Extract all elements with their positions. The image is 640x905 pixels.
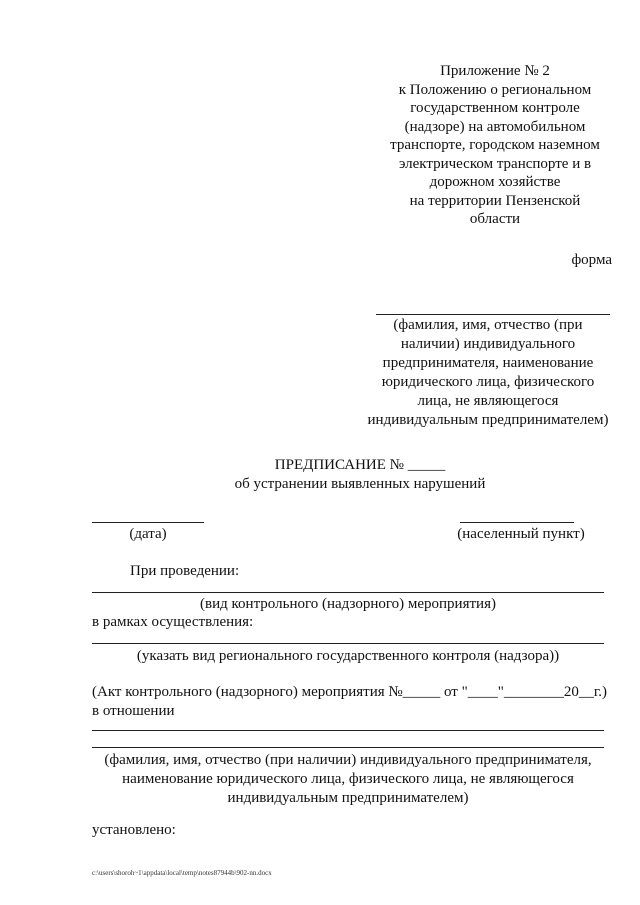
- annex-line: транспорте, городском наземном: [390, 137, 600, 153]
- annex-line: электрическом транспорте и в: [398, 155, 592, 172]
- addressee-caption-line: предпринимателя, наименование: [382, 355, 594, 371]
- annex-line: Приложение № 2: [440, 63, 550, 79]
- annex-line: дорожном хозяйстве: [429, 174, 561, 190]
- addressee-caption-line: лица, не являющегося: [417, 393, 559, 409]
- annex-line: государственном контроле: [410, 100, 580, 116]
- place-underline: [460, 522, 574, 523]
- control-type-underline: [92, 643, 604, 644]
- annex-line: к Положению о региональном: [398, 81, 592, 98]
- date-underline: [92, 522, 204, 523]
- file-path-footer: c:\users\shoroh~1\appdata\local\temp\notes87944b\902-nn.docx: [92, 869, 272, 877]
- subject-caption-line: (фамилия, имя, отчество (при наличии) индивидуального предпринимателя,: [104, 752, 592, 768]
- annex-header: [380, 62, 610, 229]
- date-caption: (дата): [129, 526, 167, 542]
- subject-caption-line: индивидуальным предпринимателем): [227, 790, 469, 806]
- established-label: установлено:: [92, 822, 176, 838]
- addressee-caption-line: юридического лица, физического: [381, 374, 595, 390]
- event-type-caption: (вид контрольного (надзорного) мероприятия): [200, 596, 496, 612]
- subject-underline-2: [92, 747, 604, 748]
- subject-caption: [92, 751, 604, 808]
- addressee-caption-line: наличии) индивидуального: [400, 336, 576, 352]
- framework-label: в рамках осуществления:: [92, 614, 254, 630]
- control-type-caption: (указать вид регионального государственного контроля (надзора)): [136, 648, 560, 664]
- annex-line: области: [469, 211, 521, 227]
- act-line: (Акт контрольного (надзорного) мероприятия №_____ от "____"________20__г.): [92, 684, 608, 700]
- event-type-underline: [92, 592, 604, 593]
- subject-caption-line: наименование юридического лица, физического лица, не являющегося: [122, 771, 574, 787]
- addressee-caption-line: индивидуальным предпринимателем): [367, 412, 609, 428]
- annex-line: (надзоре) на автомобильном: [404, 118, 586, 135]
- subject-underline-1: [92, 730, 604, 731]
- regarding-label: в отношении: [92, 703, 175, 719]
- form-label: форма: [571, 252, 612, 268]
- annex-line: на территории Пензенской: [409, 192, 581, 209]
- addressee-caption: [362, 316, 614, 430]
- place-caption: (населенный пункт): [457, 526, 585, 542]
- addressee-caption-line: (фамилия, имя, отчество (при: [393, 317, 583, 333]
- document-title-block: [160, 456, 560, 494]
- addressee-underline: [376, 314, 610, 315]
- conducting-label: При проведении:: [130, 563, 240, 579]
- document-title: ПРЕДПИСАНИЕ № _____: [274, 457, 446, 473]
- document-subtitle: об устранении выявленных нарушений: [234, 476, 486, 492]
